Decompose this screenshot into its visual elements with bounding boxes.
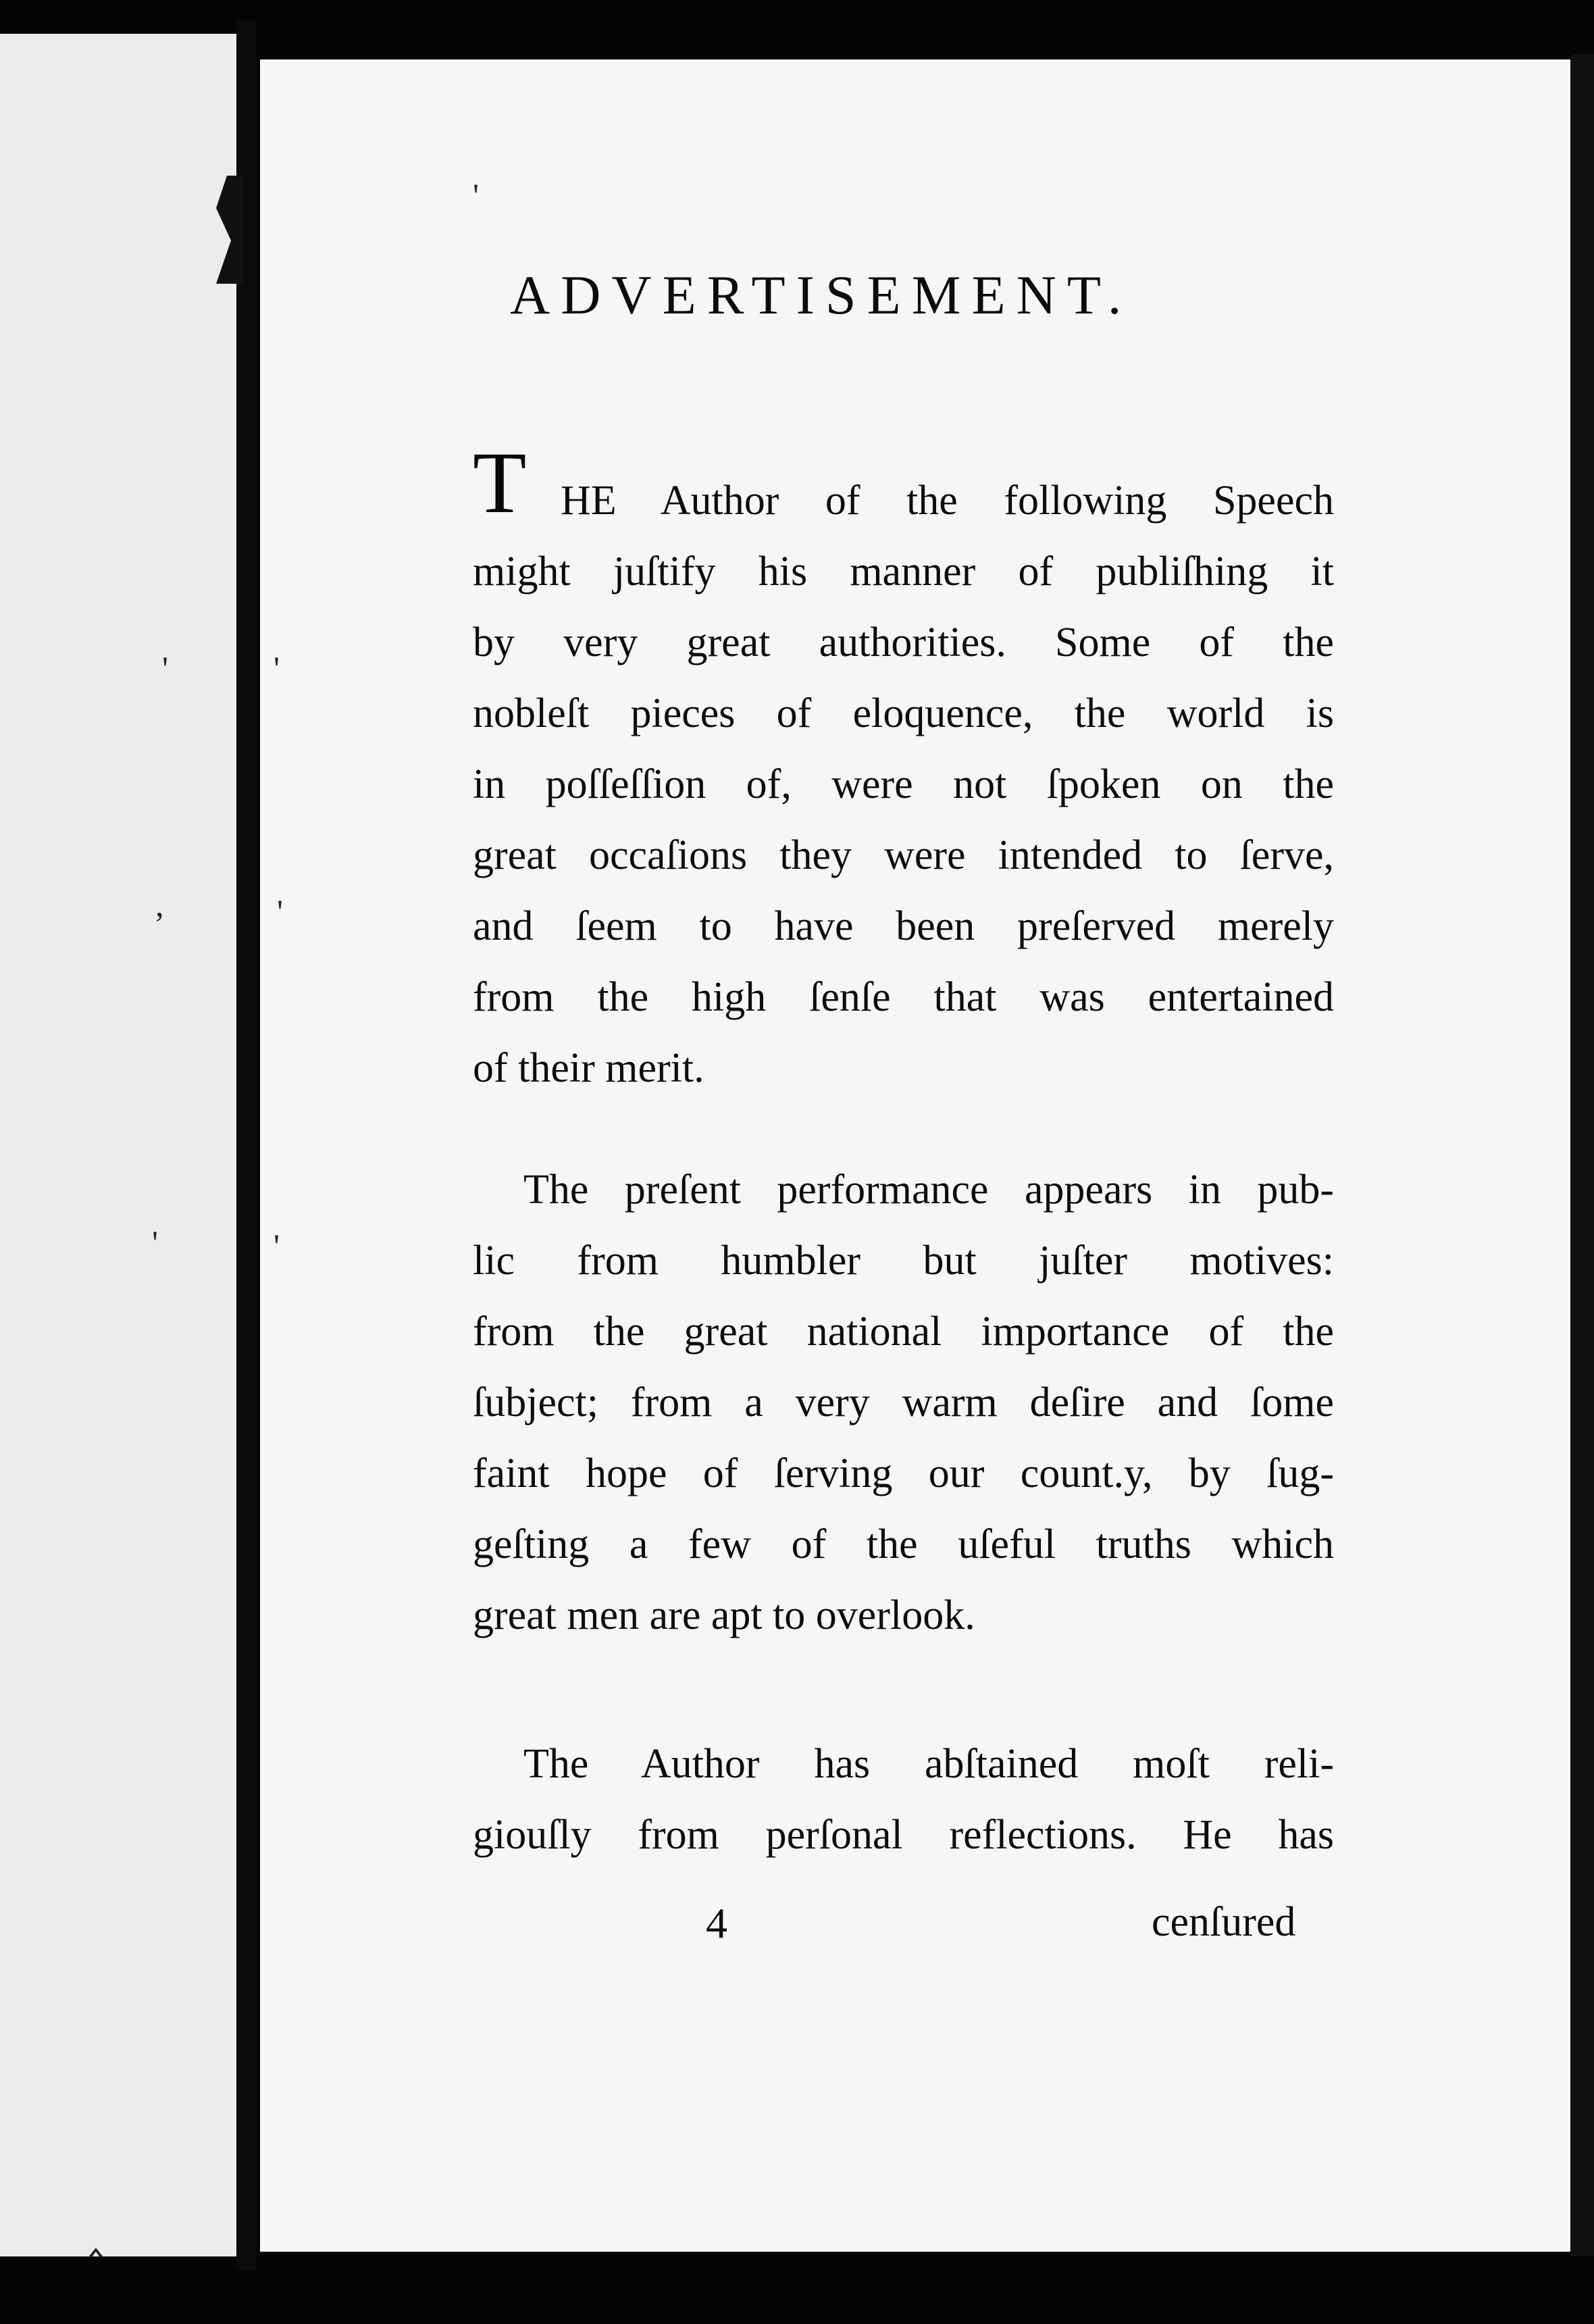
book-gutter <box>236 20 257 2270</box>
speck-mark: ' <box>277 892 284 930</box>
page-heading: ADVERTISEMENT. <box>510 264 1133 326</box>
text-line: geſting a few of the uſeful truths which <box>473 1521 1334 1567</box>
speck-mark: , <box>155 886 164 924</box>
text-line: nobleſt pieces of eloquence, the world is <box>473 690 1334 736</box>
text-line: by very great authorities. Some of the <box>473 620 1334 665</box>
text-line: from the high ſenſe that was entertained <box>473 974 1334 1020</box>
speck-mark: ' <box>274 649 280 687</box>
text-line: and ſeem to have been preſerved merely <box>473 903 1334 949</box>
text-line: lic from humbler but juſter motives: <box>473 1238 1334 1284</box>
text-line: from the great national importance of the <box>473 1309 1334 1355</box>
text-line: might juſtify his manner of publiſhing it <box>473 549 1334 595</box>
speck-mark: ' <box>162 649 169 687</box>
text-line: The preſent performance appears in pub- <box>523 1167 1334 1213</box>
speck-mark: ' <box>152 1223 159 1261</box>
drop-cap: T <box>473 434 527 532</box>
previous-page-edge <box>0 34 243 2256</box>
text-line: giouſly from perſonal reflections. He has <box>473 1812 1334 1858</box>
speck-mark: ' <box>473 176 480 214</box>
catchword: cenſured <box>1152 1899 1296 1945</box>
text-line: great occaſions they were intended to ſerve, <box>473 832 1334 878</box>
text-line: The Author has abſtained moſt reli- <box>523 1741 1334 1787</box>
text-line: of their merit. <box>473 1045 704 1091</box>
text-line: in poſſeſſion of, were not ſpoken on the <box>473 761 1334 807</box>
speck-mark: ' <box>274 1227 280 1265</box>
signature-mark: 4 <box>706 1899 727 1947</box>
page-right-edge <box>1570 54 1594 2256</box>
text-line: great men are apt to overlook. <box>473 1592 975 1638</box>
corner-speck: ‸ <box>88 2205 104 2257</box>
text-line: HE Author of the following Speech <box>561 478 1334 524</box>
book-page <box>260 59 1570 2252</box>
text-line: ſubject; from a very warm deſire and ſome <box>473 1380 1334 1425</box>
text-line: faint hope of ſerving our count.y, by ſug- <box>473 1450 1334 1496</box>
